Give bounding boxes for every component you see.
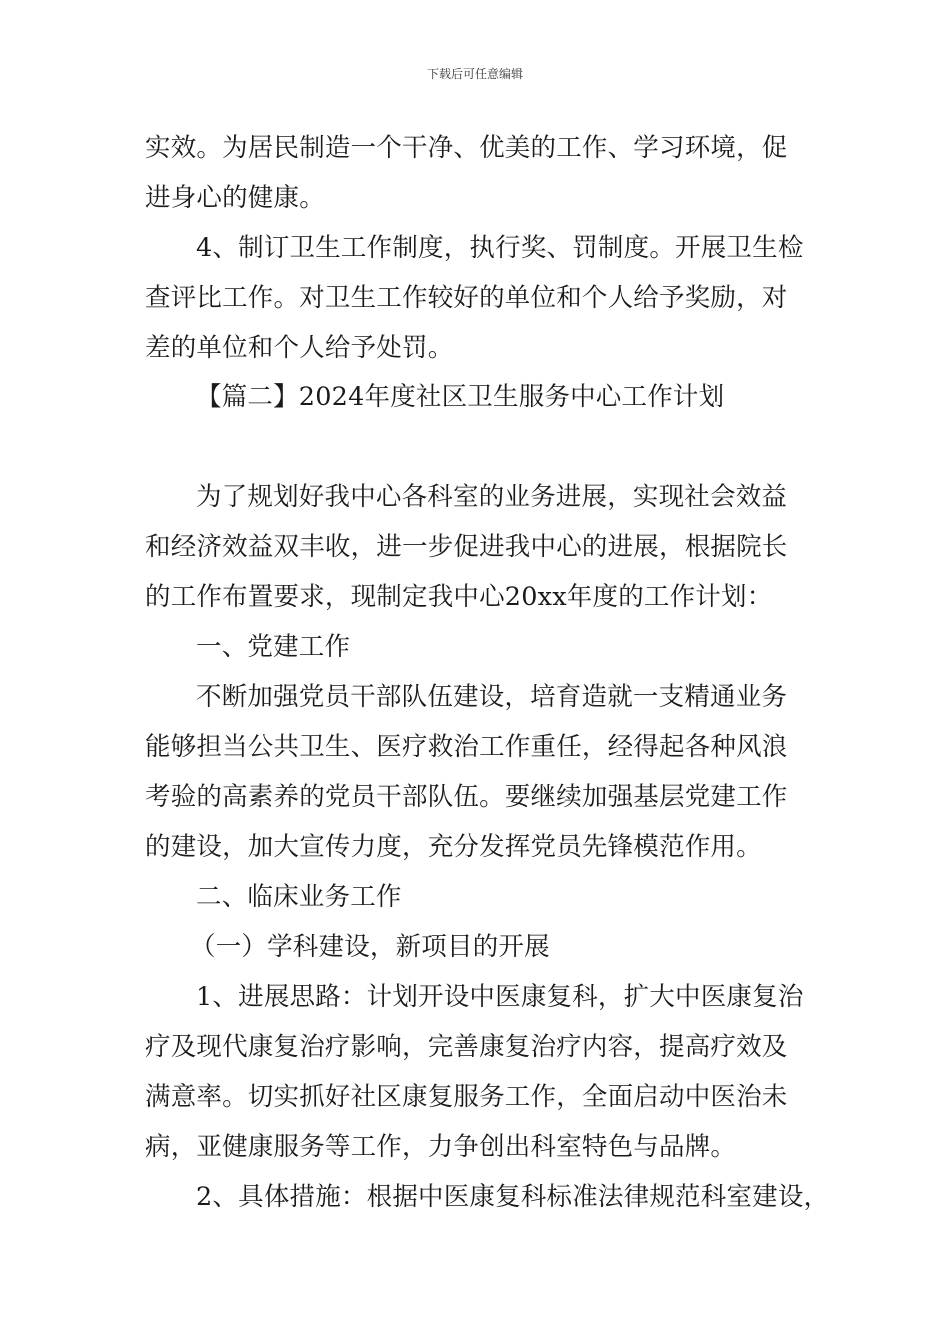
body-line-7: 和经济效益双丰收，进一步促进我中心的进展，根据院长 — [145, 532, 788, 562]
body-line-6: 为了规划好我中心各科室的业务进展，实现社会效益 — [196, 482, 788, 512]
body-line-12: 的建设，加大宣传力度，充分发挥党员先锋模范作用。 — [145, 832, 762, 862]
page-header: 下载后可任意编辑 — [426, 67, 523, 81]
body-line-10: 能够担当公共卫生、医疗救治工作重任，经得起各种风浪 — [145, 732, 788, 762]
body-line-5: 差的单位和个人给予处罚。 — [145, 333, 454, 363]
body-line-4: 查评比工作。对卫生工作较好的单位和个人给予奖励，对 — [145, 283, 788, 313]
body-line-15: 满意率。切实抓好社区康复服务工作，全面启动中医治未 — [145, 1082, 788, 1112]
body-line-2: 进身心的健康。 — [145, 183, 325, 213]
body-line-14: 疗及现代康复治疗影响，完善康复治疗内容，提高疗效及 — [145, 1032, 788, 1062]
body-line-13: 1、进展思路：计划开设中医康复科，扩大中医康复治 — [196, 982, 804, 1012]
body-line-11: 考验的高素养的党员干部队伍。要继续加强基层党建工作 — [145, 782, 788, 812]
subheading-party-building: 一、党建工作 — [196, 632, 351, 662]
subheading-discipline: （一）学科建设，新项目的开展 — [190, 932, 550, 962]
section-heading: 【篇二】2024年度社区卫生服务中心工作计划 — [196, 382, 725, 412]
body-line-8: 的工作布置要求，现制定我中心20xx年度的工作计划： — [145, 582, 773, 612]
body-line-3: 4、制订卫生工作制度，执行奖、罚制度。开展卫生检 — [196, 233, 804, 263]
body-line-16: 病，亚健康服务等工作，力争创出科室特色与品牌。 — [145, 1132, 737, 1162]
subheading-clinical-work: 二、临床业务工作 — [196, 882, 402, 912]
body-line-9: 不断加强党员干部队伍建设，培育造就一支精通业务 — [196, 682, 788, 712]
body-line-17: 2、具体措施：根据中医康复科标准法律规范科室建设， — [196, 1182, 830, 1212]
body-line-1: 实效。为居民制造一个干净、优美的工作、学习环境，促 — [145, 133, 788, 163]
